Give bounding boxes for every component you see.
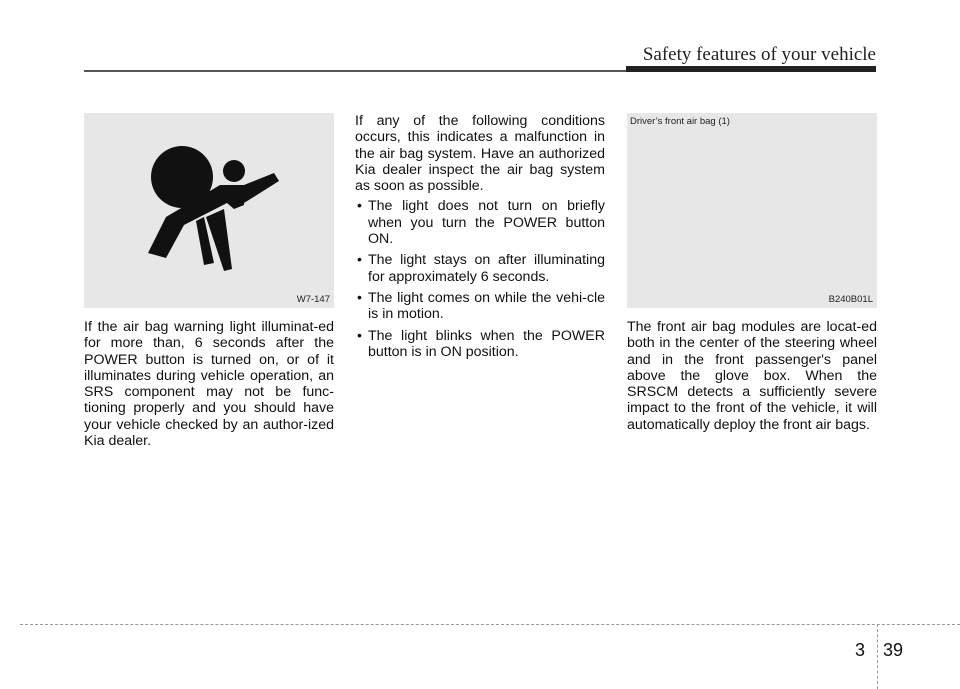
list-item: • The light stays on after illuminating for approximately 6 seconds.: [355, 252, 605, 285]
footer-divider: [877, 624, 878, 689]
page-number: 39: [883, 640, 904, 660]
airbag-warning-figure: [84, 113, 334, 308]
column-1: [84, 319, 334, 453]
front-air-bag-paragraph: The front air bag modules are locat-ed both in the center of the steering wheel and in the front passenger's panel above the glove box. When the SRSCM detects a sufficiently severe impact to the front of the vehicle, it will automatically deploy the front air bags.: [627, 319, 877, 433]
footer-rule: [20, 624, 960, 625]
warning-light-paragraph: If the air bag warning light illuminat-ed for more than, 6 seconds after the POWER button is turned on, or of it illuminates during vehicle operation, an SRS component may not be func-tioning properly and you should have your vehicle checked by an author-ized Kia dealer.: [84, 319, 334, 450]
figure-code: B240B01L: [828, 294, 873, 305]
section-title: Safety features of your vehicle: [642, 44, 876, 65]
airbag-warning-icon: [84, 113, 334, 308]
column-3: [627, 319, 877, 437]
list-item: • The light does not turn on briefly when you turn the POWER button ON.: [355, 198, 605, 247]
figure-caption: Driver’s front air bag (1): [630, 116, 730, 127]
chapter-number: 3: [855, 640, 866, 660]
column-2: [355, 113, 605, 365]
list-item: • The light blinks when the POWER button is in ON position.: [355, 328, 605, 361]
malfunction-conditions-list: [355, 198, 605, 360]
malfunction-intro: If any of the following conditions occurs, this indicates a malfunction in the air bag system. Have an authorized Kia dealer inspect the air bag system as soon as possible.: [355, 113, 605, 195]
drivers-front-air-bag-figure: [627, 113, 877, 308]
figure-code: W7-147: [296, 294, 330, 305]
list-item: • The light comes on while the vehi-cle is in motion.: [355, 290, 605, 323]
header-rule-accent: [626, 66, 876, 72]
